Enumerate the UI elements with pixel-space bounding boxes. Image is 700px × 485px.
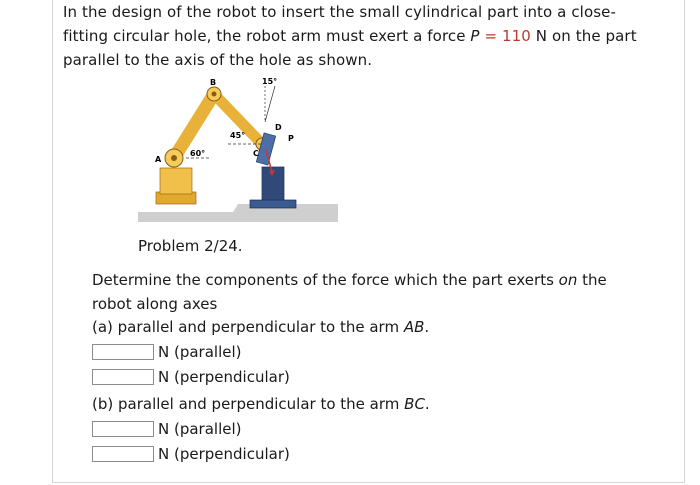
part-a-arm: AB <box>403 318 425 336</box>
answer-row-a-perpendicular <box>92 367 290 387</box>
label-d: D <box>275 123 282 132</box>
answer-row-b-perpendicular <box>92 444 290 464</box>
force-value: = 110 <box>479 27 531 45</box>
answer-input-b-parallel[interactable] <box>92 421 154 437</box>
joint-b-pin <box>212 92 217 97</box>
intro-line-2 <box>63 24 678 48</box>
robot-pedestal <box>160 168 192 194</box>
answer-label-a-parallel: N (parallel) <box>158 343 242 361</box>
intro-line-2-end: N on the part <box>530 27 637 45</box>
part-b-arm: BC <box>404 395 425 413</box>
intro-line-2-text: fitting circular hole, the robot arm must exert a force <box>63 27 471 45</box>
figure-caption: Problem 2/24. <box>138 237 243 255</box>
label-angle-60: 60° <box>190 149 206 158</box>
label-a: A <box>155 155 162 164</box>
question-text <box>92 268 672 316</box>
answer-input-a-perpendicular[interactable] <box>92 369 154 385</box>
answer-row-b-parallel <box>92 419 242 439</box>
floor-shape <box>138 204 338 222</box>
part-a-prefix: (a) parallel and perpendicular to the arm <box>92 318 404 336</box>
joint-a-pin <box>171 155 177 161</box>
intro-line-3: parallel to the axis of the hole as shown. <box>63 51 373 69</box>
question-line-1-end: the <box>577 271 607 289</box>
fixture-base <box>250 200 296 208</box>
answer-input-b-perpendicular[interactable] <box>92 446 154 462</box>
label-p: P <box>288 134 294 143</box>
problem-statement <box>63 0 678 72</box>
robot-diagram <box>138 72 338 227</box>
question-line-1 <box>92 268 672 292</box>
hole-axis <box>265 86 275 122</box>
label-c: C <box>253 149 259 158</box>
answer-label-b-perpendicular: N (perpendicular) <box>158 445 290 463</box>
robot-figure <box>138 72 338 227</box>
question-line-2: robot along axes <box>92 295 218 313</box>
part-b-prefix: (b) parallel and perpendicular to the arm <box>92 395 405 413</box>
answer-label-b-parallel: N (parallel) <box>158 420 242 438</box>
answer-row-a-parallel <box>92 342 242 362</box>
answer-label-a-perpendicular: N (perpendicular) <box>158 368 290 386</box>
label-angle-15: 15° <box>262 77 278 86</box>
question-emphasis: on <box>558 271 578 289</box>
part-b-label <box>92 393 430 415</box>
part-a-suffix: . <box>424 318 430 336</box>
label-b: B <box>210 78 217 87</box>
intro-line-1: In the design of the robot to insert the small cylindrical part into a close- <box>63 3 616 21</box>
question-line-1-text: Determine the components of the force which the part exerts <box>92 271 559 289</box>
label-angle-45: 45° <box>230 131 246 140</box>
part-b-suffix: . <box>424 395 430 413</box>
answer-input-a-parallel[interactable] <box>92 344 154 360</box>
force-symbol: P <box>470 27 480 45</box>
part-a-label <box>92 316 429 338</box>
